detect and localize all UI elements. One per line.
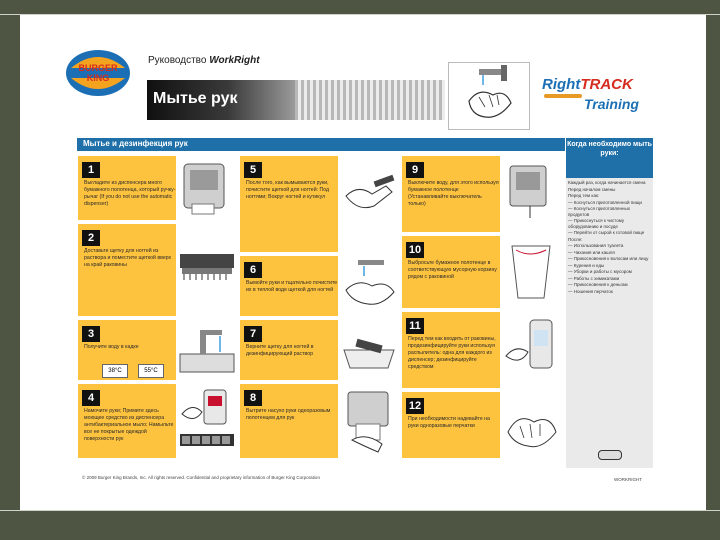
nail-brush-icon	[176, 224, 238, 316]
step-image	[500, 312, 562, 388]
list-item: — Чихания или кашля	[568, 249, 615, 255]
step-text: Перед тем как входить от раковины, продезинфицируйте руки используя распылитель: одна для каждого из диспенсер; дезинфицируйте средством	[408, 336, 496, 370]
faucet-off-icon	[500, 156, 562, 232]
sink-faucet-icon	[176, 320, 238, 380]
rinse-hands-icon	[338, 256, 400, 316]
step-number: 4	[82, 390, 100, 406]
gloves-icon	[500, 392, 562, 458]
step-9	[402, 156, 562, 232]
step-image	[176, 320, 238, 380]
list-item: — Работы с химикатами	[568, 275, 620, 281]
when-to-wash-list	[568, 180, 652, 295]
step-text: Верните щетку для ногтей в дезинфицирующий раствор	[246, 344, 314, 357]
step-number: 9	[406, 162, 424, 178]
logo-word-2: KING	[86, 73, 110, 83]
step-text: Выгладите из диспенсера много бумажного полотенца, который ручку-рычаг (If you do not use the automatic dispenser)	[84, 180, 176, 207]
section-bar	[77, 138, 565, 151]
brushing-nails-icon	[338, 156, 400, 252]
paper-towel-icon	[338, 384, 400, 458]
list-item: — Прикосновения к волосам или лицу	[568, 256, 649, 261]
step-number: 7	[244, 326, 262, 342]
when-to-wash-panel	[566, 138, 653, 468]
list-item: — Перейти от сырой к готовой пище	[568, 230, 645, 235]
trash-bin-icon	[500, 236, 562, 308]
step-10	[402, 236, 562, 308]
step-image	[176, 384, 238, 458]
rt-swoosh	[544, 94, 582, 98]
top-divider	[0, 14, 720, 15]
step-image	[338, 156, 400, 252]
step-image	[338, 384, 400, 458]
logo-word-1: BURGER	[78, 63, 118, 73]
step-text: Получите воду в кадке	[84, 344, 139, 350]
step-8	[240, 384, 400, 458]
bottom-divider	[0, 510, 720, 511]
list-item: — Коснуться приготовленных продуктов	[568, 206, 630, 217]
burger-king-logo	[63, 48, 133, 98]
manual-brand: WorkRight	[209, 55, 260, 66]
rt-right: Right	[542, 76, 581, 93]
rt-training: Training	[584, 96, 639, 112]
step-number: 3	[82, 326, 100, 342]
step-5	[240, 156, 400, 252]
step-image	[176, 224, 238, 316]
step-image	[500, 156, 562, 232]
list-item: — Курения и еды	[568, 262, 605, 268]
step-text: При необходимости надевайте на руки одноразовые перчатки	[408, 416, 490, 429]
temp-high: 55°C	[138, 364, 164, 378]
step-image	[338, 256, 400, 316]
list-item: После:	[568, 236, 583, 242]
step-text: Выключите воду, для этого используя бумажное полотенце (Устанавливайте выключатель только)	[408, 180, 499, 207]
step-number: 2	[82, 230, 100, 246]
step-3	[78, 320, 238, 380]
list-item: Каждый раз, когда начинается смена	[568, 180, 646, 185]
righttrack-wordmark	[542, 76, 633, 93]
manual-word: Руководство	[148, 55, 207, 66]
step-image	[176, 156, 238, 220]
step-text: Вымойте руки и тщательно почистите их в теплой воде щеткой для ногтей	[246, 280, 338, 293]
sanitizer-tray-icon	[338, 320, 400, 380]
page-title: Мытье рук	[153, 90, 238, 107]
list-item: — Использования туалета	[568, 243, 624, 248]
list-item: — Ношения перчаток	[568, 288, 613, 294]
towel-dispenser-icon	[176, 156, 238, 220]
step-text: Доставьте щетку для ногтей из раствора и поместите щеткой вверх на край раковины	[84, 248, 172, 268]
footer-copyright: © 2009 Burger King Brands, Inc. All rights reserved. Confidential and proprietary information of Burger King Corporation	[82, 475, 320, 480]
when-to-wash-heading: Когда необходимо мыть руки:	[566, 138, 653, 178]
step-text: После того, как вымываются руки, почистите щеткой для ногтей: Под ногтями; Вокруг ногтей и кутикул	[246, 180, 329, 200]
step-number: 5	[244, 162, 262, 178]
step-image	[500, 392, 562, 458]
title-bar	[147, 80, 295, 120]
righttrack-training-logo	[540, 72, 650, 118]
step-text: Намочите руки; Примите здесь моющее средство из диспенсера антибактериальное мыло; Намыльте все не покрытые одеждой поверхности рук	[84, 408, 174, 442]
section-title: Мытье и дезинфекция рук	[83, 139, 188, 148]
step-number: 12	[406, 398, 424, 414]
step-12	[402, 392, 562, 458]
list-item: — Коснуться приготовленной пищи	[568, 199, 642, 205]
step-image	[500, 236, 562, 308]
panel-badge	[598, 450, 622, 460]
footer-right: WORKRIGHT	[614, 477, 642, 482]
hand-sanitizer-icon	[500, 312, 562, 388]
manual-label	[148, 55, 260, 66]
step-2	[78, 224, 238, 316]
step-6	[240, 256, 400, 316]
step-11	[402, 312, 562, 388]
title-stripe	[295, 80, 445, 120]
soap-dispenser-icon	[176, 384, 238, 458]
step-number: 6	[244, 262, 262, 278]
list-item: Перед началом смены	[568, 186, 616, 192]
step-text: Выбросьте бумажное полотенце в соответствующую мусорную корзину рядом с раковиной	[408, 260, 497, 280]
list-item: — Уборки и работы с мусором	[568, 269, 632, 274]
step-4	[78, 384, 238, 458]
list-item: — Прикоснуться к чистому оборудованию и посуде	[568, 218, 625, 229]
step-number: 11	[406, 318, 424, 334]
step-text: Вытрите насухо руки одноразовым полотенцем для рук	[246, 408, 331, 421]
step-number: 8	[244, 390, 262, 406]
handwash-illustration	[448, 62, 530, 130]
step-1	[78, 156, 238, 220]
temp-low: 38°C	[102, 364, 128, 378]
step-image	[338, 320, 400, 380]
list-item: Перед тем как:	[568, 193, 600, 198]
step-number: 10	[406, 242, 424, 258]
step-number: 1	[82, 162, 100, 178]
step-7	[240, 320, 400, 380]
list-item: — Прикосновения к деньгам	[568, 282, 628, 287]
rt-track: TRACK	[580, 76, 633, 93]
